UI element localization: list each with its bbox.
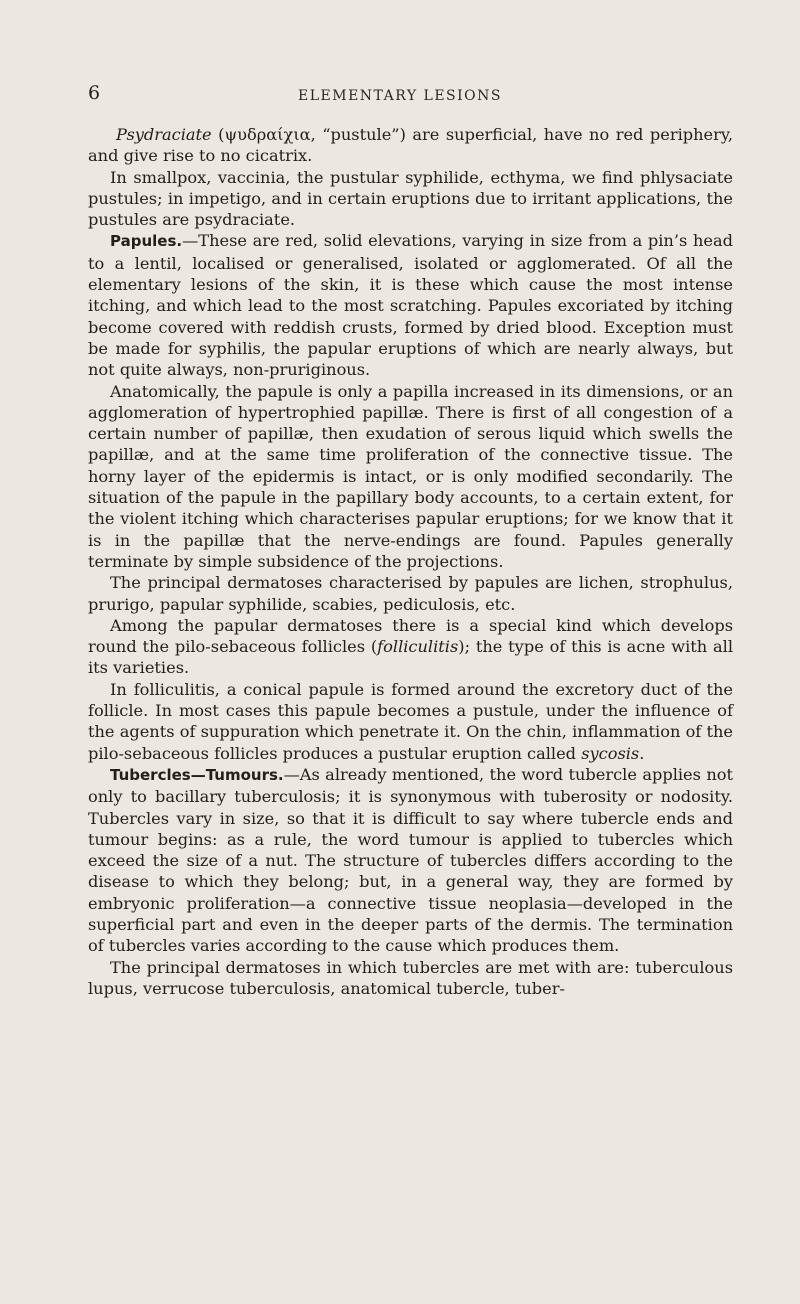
paragraph-text: —As already mentioned, the word tubercle applies not only to bacillary tuberculosis; it is synonymous with tuberosity or nodosity. Tubercles vary in size, so that it is difficult to say where tubercle ends and tumour begins: as a rule, the word tumour is applied to tubercles which exceed the size of a nut. The structure of tubercles differs according to the disease to which they belong; but, in a general way, they are formed by embryonic proliferation—a connective tissue neoplasia—developed in the superficial part and even in the deeper parts of the dermis. The termination of tubercles varies according to the cause which produces them.	[88, 764, 733, 956]
paragraph-tubercle-dermatoses	[88, 957, 733, 1000]
paragraph-papules	[88, 230, 733, 380]
paragraph-psydraciate	[88, 124, 733, 167]
section-heading-papules: Papules.	[110, 232, 183, 251]
page-number: 6	[88, 82, 101, 104]
paragraph-pustule-examples	[88, 167, 733, 231]
paragraph-text: In smallpox, vaccinia, the pustular syphilide, ecthyma, we find phlysaciate pustules; in impetigo, and in certain eruptions due to irritant applications, the pustules are psydraciate.	[88, 167, 733, 230]
paragraph-text: Anatomically, the papule is only a papilla increased in its dimensions, or an agglomeration of hypertrophied papillæ. There is first of all congestion of a certain number of papillæ, then exudation of serous liquid which swells the papillæ, and at the same time proliferation of the connective tissue. The horny layer of the epidermis is intact, or is only modified secondarily. The situation of the papule in the papillary body accounts, to a certain extent, for the violent itching which characterises papular eruptions; for we know that it is in the papillæ that the nerve-endings are found. Papules generally terminate by simple subsidence of the projections.	[88, 381, 733, 571]
paragraph-text: The principal dermatoses in which tubercles are met with are: tuberculous lupus, verrucose tuberculosis, anatomical tubercle, tuber-	[88, 957, 733, 998]
italic-term: sycosis	[581, 743, 640, 763]
paragraph-folliculitis	[88, 679, 733, 764]
section-heading-tubercles: Tubercles—Tumours.	[110, 765, 284, 784]
paragraph-text: In folliculitis, a conical papule is formed around the excretory duct of the follicle. In most cases this papule becomes a pustule, under the influence of the agents of suppuration which penetrate it. On the chin, inflammation of the pilo-sebaceous follicles produces a pustular eruption called	[88, 679, 733, 763]
body-text	[88, 124, 733, 999]
paragraph-tubercles	[88, 764, 733, 957]
paragraph-text: Among the papular dermatoses there is a special kind which develops round the pilo-sebaceous follicles (	[88, 615, 733, 657]
paragraph-anatomy	[88, 381, 733, 573]
paragraph-text: ); the type of this is acne with all its varieties.	[88, 637, 733, 678]
running-title: ELEMENTARY LESIONS	[298, 88, 502, 104]
paragraph-text: .	[639, 743, 645, 763]
paragraph-folliculitis-intro	[88, 615, 733, 679]
paragraph-text: The principal dermatoses characterised by papules are lichen, strophulus, prurigo, papular syphilide, scabies, pediculosis, etc.	[88, 573, 733, 614]
paragraph-text: —These are red, solid elevations, varying in size from a pin’s head to a lentil, localised or generalised, isolated or agglomerated. Of all the elementary lesions of the skin, it is these which cause the most intense itching, and which lead to the most scratching. Papules excoriated by itching become covered with reddish crusts, formed by dried blood. Exception must be made for syphilis, the papular eruptions of which are nearly always, but not quite always, non-pruriginous.	[88, 231, 733, 380]
term-psydraciate: Psydraciate	[116, 125, 212, 144]
paragraph-papular-dermatoses	[88, 572, 733, 615]
italic-term: folliculitis	[377, 637, 459, 657]
paragraph-text: (ψυδραίχια, “pustule”) are superficial, have no red periphery, and give rise to no cicatrix.	[88, 125, 733, 166]
